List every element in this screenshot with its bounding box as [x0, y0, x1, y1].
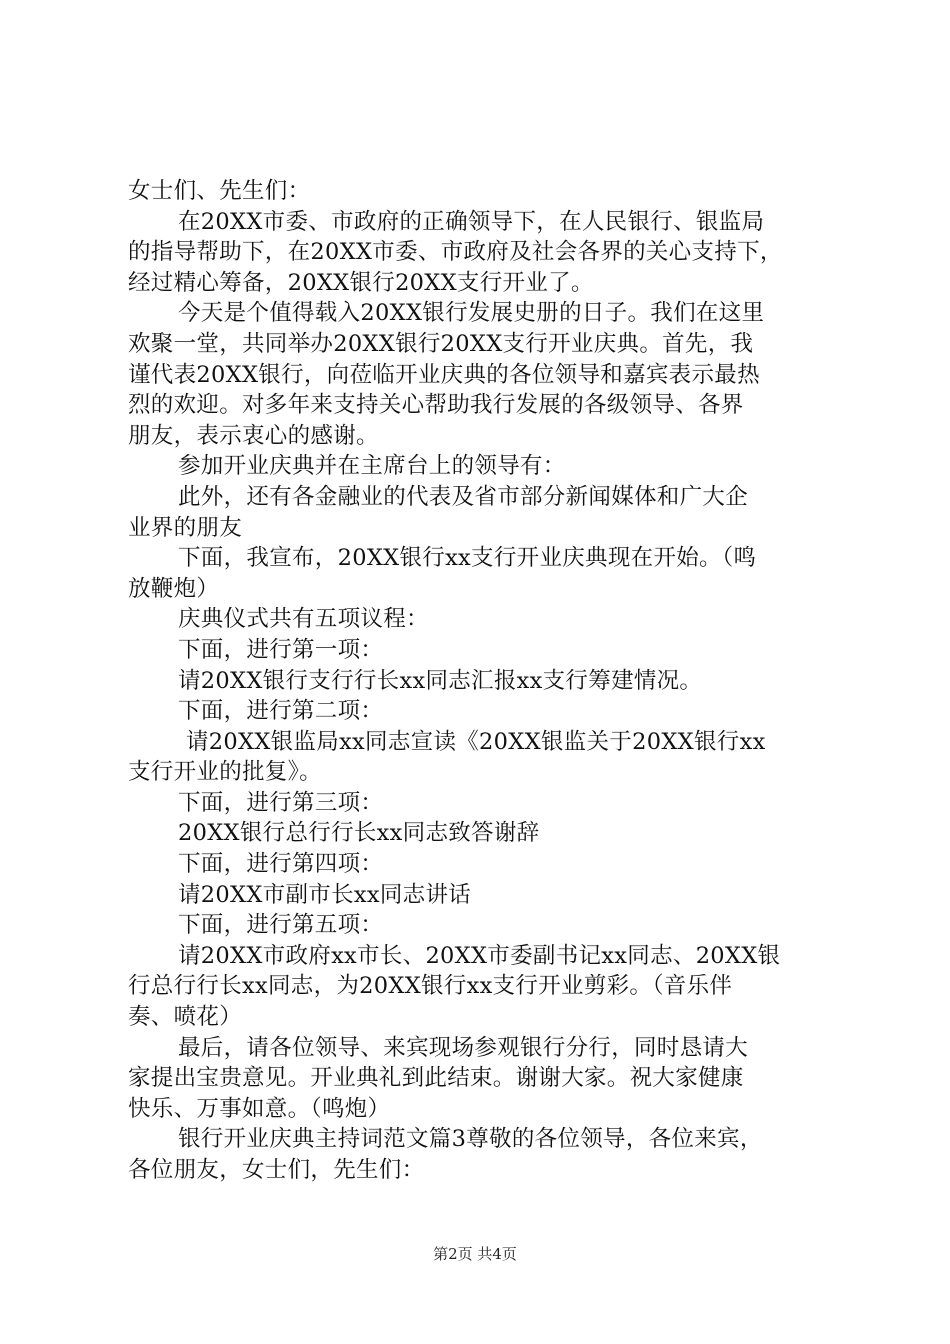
paragraph-line: 下面，进行第三项：: [178, 789, 384, 816]
paragraph-line: 下面，进行第四项：: [178, 851, 384, 878]
paragraph-line: 经过精心筹备，20XX银行20XX支行开业了。: [128, 269, 594, 296]
paragraph-line: 下面，进行第一项：: [178, 636, 384, 663]
paragraph-line: 奏、喷花）: [128, 1004, 243, 1031]
paragraph-line: 家提出宝贵意见。开业典礼到此结束。谢谢大家。祝大家健康: [128, 1065, 744, 1092]
paragraph-line: 欢聚一堂，共同举办20XX银行20XX支行开业庆典。首先，我: [128, 330, 754, 357]
paragraph-line: 此外，还有各金融业的代表及省市部分新闻媒体和广大企: [178, 483, 749, 510]
paragraph-line: 最后，请各位领导、来宾现场参观银行分行，同时恳请大: [178, 1034, 749, 1061]
paragraph-line: 放鞭炮）: [128, 575, 220, 602]
paragraph-line: 20XX银行总行行长xx同志致答谢辞: [178, 820, 540, 847]
paragraph-line: 请20XX银监局xx同志宣读《20XX银监关于20XX银行xx: [186, 728, 766, 755]
paragraph-line: 的指导帮助下，在20XX市委、市政府及社会各界的关心支持下，: [128, 239, 783, 266]
document-body: [128, 176, 832, 1186]
salutation-line: 女士们、先生们：: [128, 178, 311, 204]
paragraph-line: 参加开业庆典并在主席台上的领导有：: [178, 453, 566, 480]
paragraph-line: 烈的欢迎。对多年来支持关心帮助我行发展的各级领导、各界: [128, 392, 744, 419]
paragraph-line: 下面，进行第五项：: [178, 912, 384, 939]
paragraph-line: 下面，我宣布，20XX银行xx支行开业庆典现在开始。（鸣: [178, 545, 757, 572]
paragraph-line: 业界的朋友: [128, 514, 243, 541]
paragraph-line: 请20XX银行支行行长xx同志汇报xx支行筹建情况。: [178, 667, 703, 694]
page-footer: [0, 1244, 950, 1264]
paragraph-line: 各位朋友，女士们，先生们：: [128, 1157, 425, 1183]
paragraph-line: 下面，进行第二项：: [178, 698, 384, 725]
paragraph-line: 庆典仪式共有五项议程：: [178, 606, 429, 633]
paragraph-line: 谨代表20XX银行，向莅临开业庆典的各位领导和嘉宾表示最热: [128, 361, 760, 388]
page-number-label: 第2页 共4页: [433, 1245, 517, 1263]
paragraph-line: 快乐、万事如意。（鸣炮）: [128, 1095, 391, 1122]
paragraph-line: 今天是个值得载入20XX银行发展史册的日子。我们在这里: [178, 300, 765, 327]
paragraph-line: 朋友，表示衷心的感谢。: [128, 422, 379, 449]
paragraph-line: 请20XX市政府xx市长、20XX市委副书记xx同志、20XX银: [178, 942, 781, 969]
paragraph-line: 请20XX市副市长xx同志讲话: [178, 881, 472, 908]
paragraph-line: 在20XX市委、市政府的正确领导下，在人民银行、银监局: [178, 208, 765, 235]
paragraph-line: 银行开业庆典主持词范文篇3尊敬的各位领导，各位来宾，: [178, 1126, 763, 1153]
paragraph-line: 行总行行长xx同志，为20XX银行xx支行开业剪彩。（音乐伴: [128, 973, 733, 1000]
paragraph-line: 支行开业的批复》。: [128, 759, 322, 786]
